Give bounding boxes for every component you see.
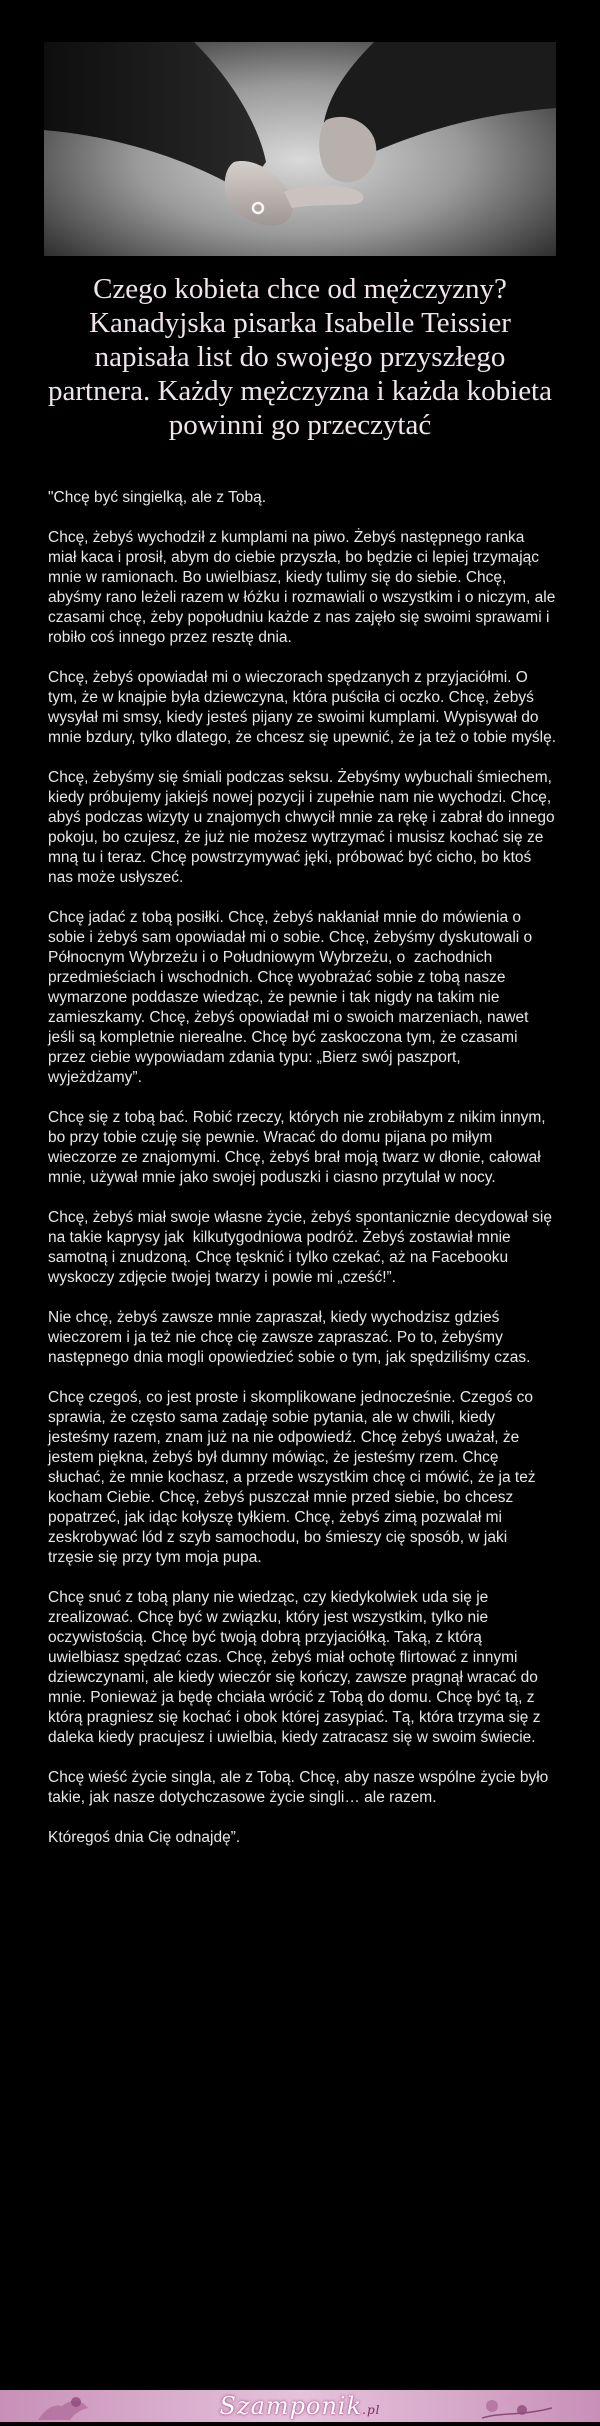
holding-hands-photo: [44, 42, 556, 256]
footer-banner[interactable]: [0, 2390, 600, 2422]
article-paragraph: Chcę, żebyśmy się śmiali podczas seksu. Żebyśmy wybuchali śmiechem, kiedy próbujemy jakiejś nowej pozycji i zupełnie nam nie wychodzi. Chcę, abyś podczas wizyty u znajomych chwycił mnie za rękę i zabrał do innego pokoju, bo czujesz, że już nie możesz wytrzymać i musisz kochać się ze mną tu i teraz. Chcę powstrzymywać jęki, próbować być cicho, bo ktoś nas może usłyszeć.: [48, 769, 559, 886]
article-paragraph: Chcę, żebyś miał swoje własne życie, żebyś spontanicznie decydował się na takie kaprysy jak kilkutygodniowa podróż. Żebyś zostawiał mnie samotną i znudzoną. Chcę tęsknić i tylko czekać, aż na Facebooku wyskoczy zdjęcie twojej twarzy i powie mi „cześć!”.: [48, 1209, 557, 1286]
article-body: [48, 488, 560, 1868]
article-paragraph: Któregoś dnia Cię odnajdę”.: [48, 1829, 241, 1846]
article-paragraph: "Chcę być singielką, ale z Tobą.: [48, 489, 267, 506]
article-headline: Czego kobieta chce od mężczyzny? Kanadyjska pisarka Isabelle Teissier napisała list do swojego przyszłego partnera. Każdy mężczyzna i każda kobieta powinni go przeczytać: [48, 273, 552, 441]
article-paragraph: Nie chcę, żebyś zawsze mnie zapraszał, kiedy wychodzisz gdzieś wieczorem i ja też nie chcę cię zawsze zapraszać. Po to, żebyśmy następnego dnia mogli opowiedzieć sobie o tym, jak spędziliśmy czas.: [48, 1309, 531, 1366]
hero-photo-holding-hands: [44, 42, 556, 256]
article-paragraph: Chcę, żebyś opowiadał mi o wieczorach spędzanych z przyjaciółmi. O tym, że w knajpie była dziewczyna, która puściła ci oczko. Chcę, żebyś wysyłał mi smsy, kiedy jesteś pijany ze swoimi kumplami. Wypisywał do mnie bzdury, tylko dlatego, że chcesz się upewnić, że ja też o tobie myślę.: [48, 669, 557, 746]
article-paragraph: Chcę wieść życie singla, ale z Tobą. Chcę, aby nasze wspólne życie było takie, jak nasze dotychczasowe życie singli… ale razem.: [48, 1769, 553, 1806]
article-paragraph: Chcę czegoś, co jest proste i skomplikowane jednocześnie. Czegoś co sprawia, że często sama zadaję sobie pytania, ale w chwili, kiedy jesteśmy razem, znam już na nie odpowiedź. Chcę żebyś uważał, że jestem piękna, żebyś był dumny mówiąc, że jesteśmy rzem. Chcę słuchać, że mnie kochasz, a przede wszystkim chcę ci mówić, że ja też kocham Ciebie. Chcę, żebyś puszczał mnie przed siebie, bo chcesz popatrzeć, jak idąc kołyszę tyłkiem. Chcę, żebyś zimą pozwalał mi zeskrobywać lód z szyb samochodu, bo śmieszy cię sposób, w jaki trzęsie się przy tym moja pupa.: [48, 1389, 540, 1566]
article-paragraph: Chcę jadać z tobą posiłki. Chcę, żebyś nakłaniał mnie do mówienia o sobie i żebyś sam opowiadał mi o sobie. Chcę, żebyśmy dyskutowali o Północnym Wybrzeżu i o Południowym Wybrzeżu, o zachodnich przedmieściach i wschodnich. Chcę wyobrażać sobie z tobą nasze wymarzone poddasze wiedząc, że pewnie i tak nigdy na takim nie zamieszkamy. Chcę, żebyś opowiadał mi o swoich marzeniach, nawet jeśli są kompletnie nierealne. Chcę być zaskoczona tym, że czasami przez ciebie wypowiadam zdania typu: „Bierz swój paszport, wyjeżdżamy”.: [48, 909, 537, 1086]
article-paragraph: Chcę snuć z tobą plany nie wiedząc, czy kiedykolwiek uda się je zrealizować. Chcę być w związku, który jest wszystkim, tylko nie oczywistością. Chcę być twoją dobrą przyjaciółką. Taką, z którą uwielbiasz spędzać czas. Chcę, żebyś miał ochotę flirtować z innymi dziewczynami, ale kiedy wieczór się kończy, zawsze pragnął wracać do mnie. Ponieważ ja będę chciała wrócić z Tobą do domu. Chcę być tą, z którą pragniesz się kochać i obok której zasypiać. Tą, która trzyma się z daleka kiedy pracujesz i uwielbia, kiedy zatracasz się w swoim świecie.: [48, 1589, 545, 1746]
article-paragraph: Chcę, żebyś wychodził z kumplami na piwo. Żebyś następnego ranka miał kaca i prosił, abym do ciebie przyszła, bo będzie ci lepiej trzymając mnie w ramionach. Bo uwielbiasz, kiedy tulimy się do siebie. Chcę, abyśmy rano leżeli razem w łóżku i rozmawiali o wszystkim i o niczym, ale czasami chcę, żeby popołudniu każde z nas zajęło się swoimi sprawami i robiło coś innego przez resztę dnia.: [48, 529, 560, 646]
article-paragraph: Chcę się z tobą bać. Robić rzeczy, których nie zrobiłabym z nikim innym, bo przy tobie czuję się pewnie. Wracać do domu pijana po miłym wieczorze ze znajomymi. Chcę, żebyś brał moją twarz w dłonie, całował mnie, używał mnie jako swojej poduszki i ciasno przytulał w nocy.: [48, 1109, 550, 1186]
logo-tld: .pl: [362, 2403, 381, 2417]
logo-text: Szamponik: [219, 2392, 363, 2420]
flower-ornament-icon: [452, 2390, 572, 2422]
